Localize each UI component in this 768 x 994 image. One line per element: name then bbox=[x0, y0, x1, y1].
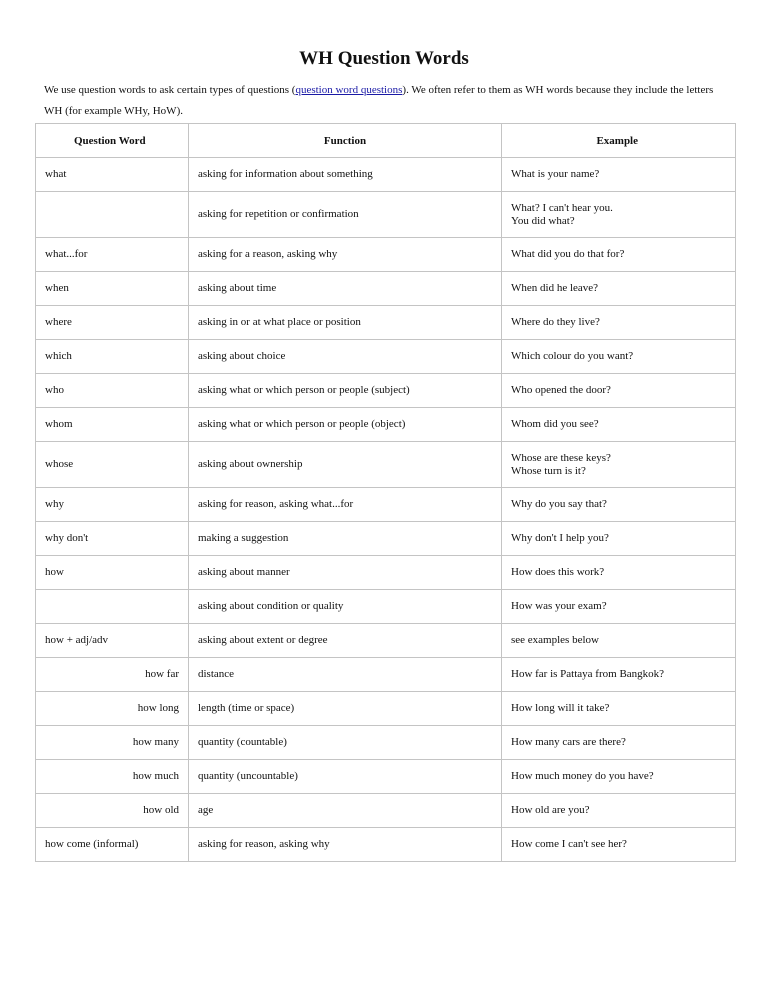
cell-question-word: where bbox=[36, 306, 189, 340]
cell-question-word: how many bbox=[36, 726, 189, 760]
table-row bbox=[36, 760, 736, 794]
cell-function: quantity (countable) bbox=[189, 726, 502, 760]
table-row bbox=[36, 340, 736, 374]
example-line: How much money do you have? bbox=[511, 770, 654, 782]
table-row bbox=[36, 624, 736, 658]
example-line: How old are you? bbox=[511, 804, 590, 816]
example-line: see examples below bbox=[511, 634, 599, 646]
table-row bbox=[36, 374, 736, 408]
cell-example bbox=[502, 158, 736, 192]
table-row bbox=[36, 590, 736, 624]
cell-question-word: how old bbox=[36, 794, 189, 828]
table-row bbox=[36, 726, 736, 760]
cell-question-word: what bbox=[36, 158, 189, 192]
example-line: How was your exam? bbox=[511, 600, 607, 612]
cell-example bbox=[502, 272, 736, 306]
cell-function: asking for reason, asking what...for bbox=[189, 488, 502, 522]
cell-function: asking what or which person or people (subject) bbox=[189, 374, 502, 408]
table-row bbox=[36, 442, 736, 488]
cell-example bbox=[502, 488, 736, 522]
example-line: Why do you say that? bbox=[511, 498, 607, 510]
cell-function: asking in or at what place or position bbox=[189, 306, 502, 340]
table-header-row bbox=[36, 124, 736, 158]
cell-example bbox=[502, 692, 736, 726]
example-line: How come I can't see her? bbox=[511, 838, 627, 850]
header-function: Function bbox=[189, 124, 502, 158]
header-example: Example bbox=[502, 124, 736, 158]
cell-example bbox=[502, 760, 736, 794]
cell-question-word: how + adj/adv bbox=[36, 624, 189, 658]
cell-example bbox=[502, 442, 736, 488]
table-row bbox=[36, 794, 736, 828]
intro-text-after: ). We often refer to them as WH words because they include the letters WH (for example WHy, HoW). bbox=[44, 84, 714, 117]
cell-question-word: whose bbox=[36, 442, 189, 488]
example-line: Who opened the door? bbox=[511, 384, 611, 396]
cell-question-word: which bbox=[36, 340, 189, 374]
table-row bbox=[36, 238, 736, 272]
example-line: Whom did you see? bbox=[511, 418, 599, 430]
cell-example bbox=[502, 726, 736, 760]
cell-function: asking about ownership bbox=[189, 442, 502, 488]
example-line: What? I can't hear you. bbox=[511, 201, 613, 214]
table-body bbox=[36, 158, 736, 862]
cell-function: asking about condition or quality bbox=[189, 590, 502, 624]
cell-question-word: when bbox=[36, 272, 189, 306]
cell-function: asking for information about something bbox=[189, 158, 502, 192]
cell-example bbox=[502, 192, 736, 238]
cell-question-word: who bbox=[36, 374, 189, 408]
cell-example bbox=[502, 794, 736, 828]
cell-function: distance bbox=[189, 658, 502, 692]
table-row bbox=[36, 158, 736, 192]
cell-question-word: why bbox=[36, 488, 189, 522]
cell-question-word: whom bbox=[36, 408, 189, 442]
cell-example bbox=[502, 658, 736, 692]
cell-function: asking for a reason, asking why bbox=[189, 238, 502, 272]
cell-function: quantity (uncountable) bbox=[189, 760, 502, 794]
example-line: Whose turn is it? bbox=[511, 464, 586, 477]
example-line: How far is Pattaya from Bangkok? bbox=[511, 668, 665, 680]
cell-question-word bbox=[36, 192, 189, 238]
cell-example bbox=[502, 590, 736, 624]
table-row bbox=[36, 408, 736, 442]
cell-function: asking about extent or degree bbox=[189, 624, 502, 658]
table-row bbox=[36, 272, 736, 306]
cell-example bbox=[502, 340, 736, 374]
table-row bbox=[36, 692, 736, 726]
cell-example bbox=[502, 238, 736, 272]
cell-question-word bbox=[36, 590, 189, 624]
cell-function: asking what or which person or people (object) bbox=[189, 408, 502, 442]
table-row bbox=[36, 306, 736, 340]
example-line: Where do they live? bbox=[511, 316, 600, 328]
cell-function: age bbox=[189, 794, 502, 828]
cell-example bbox=[502, 522, 736, 556]
cell-example bbox=[502, 408, 736, 442]
cell-function: length (time or space) bbox=[189, 692, 502, 726]
example-line: You did what? bbox=[511, 214, 575, 227]
cell-example bbox=[502, 556, 736, 590]
example-line: How many cars are there? bbox=[511, 736, 626, 748]
cell-example bbox=[502, 374, 736, 408]
cell-question-word: how bbox=[36, 556, 189, 590]
cell-example bbox=[502, 624, 736, 658]
cell-question-word: how come (informal) bbox=[36, 828, 189, 862]
cell-question-word: how much bbox=[36, 760, 189, 794]
page-title: WH Question Words bbox=[299, 48, 469, 69]
question-word-questions-link[interactable]: question word questions bbox=[295, 84, 403, 96]
table-row bbox=[36, 192, 736, 238]
wh-words-table bbox=[35, 123, 736, 862]
cell-question-word: what...for bbox=[36, 238, 189, 272]
table-row bbox=[36, 658, 736, 692]
cell-question-word: how far bbox=[36, 658, 189, 692]
cell-function: making a suggestion bbox=[189, 522, 502, 556]
cell-example bbox=[502, 828, 736, 862]
example-line: When did he leave? bbox=[511, 282, 599, 294]
cell-function: asking about choice bbox=[189, 340, 502, 374]
example-line: Which colour do you want? bbox=[511, 350, 634, 362]
table-row bbox=[36, 828, 736, 862]
cell-question-word: how long bbox=[36, 692, 189, 726]
cell-example bbox=[502, 306, 736, 340]
example-line: How does this work? bbox=[511, 566, 605, 578]
header-question-word: Question Word bbox=[36, 124, 189, 158]
example-line: Why don't I help you? bbox=[511, 532, 609, 544]
example-line: What did you do that for? bbox=[511, 248, 625, 260]
intro-text-before: We use question words to ask certain types of questions ( bbox=[44, 84, 296, 96]
intro-paragraph bbox=[44, 80, 724, 122]
example-line: What is your name? bbox=[511, 168, 600, 180]
table-row bbox=[36, 488, 736, 522]
cell-function: asking about time bbox=[189, 272, 502, 306]
cell-function: asking for repetition or confirmation bbox=[189, 192, 502, 238]
table-row bbox=[36, 522, 736, 556]
cell-question-word: why don't bbox=[36, 522, 189, 556]
cell-function: asking about manner bbox=[189, 556, 502, 590]
table-row bbox=[36, 556, 736, 590]
example-line: Whose are these keys? bbox=[511, 451, 611, 464]
cell-function: asking for reason, asking why bbox=[189, 828, 502, 862]
example-line: How long will it take? bbox=[511, 702, 610, 714]
